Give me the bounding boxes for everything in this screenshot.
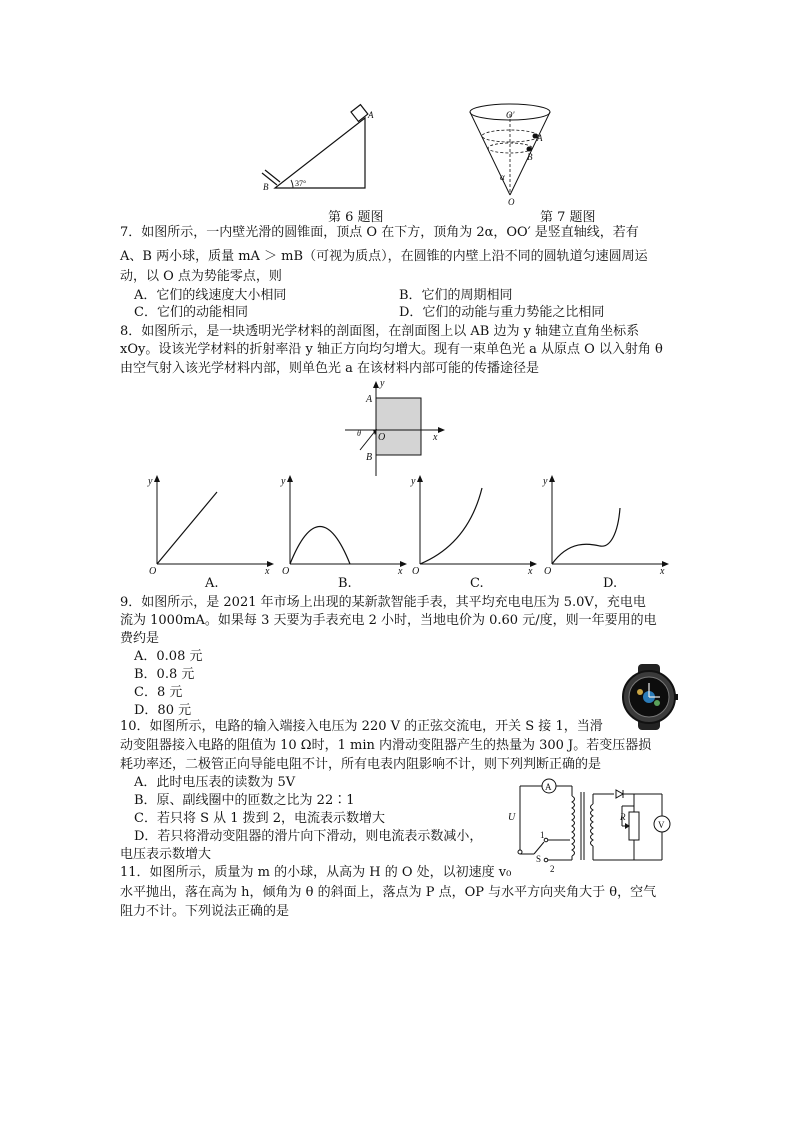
q7-option-b: B．它们的周期相同 bbox=[399, 288, 513, 303]
q8-line-1: 8．如图所示，是一块透明光学材料的剖面图，在剖面图上以 AB 边为 y 轴建立直角坐标系 bbox=[120, 324, 640, 339]
graph-d bbox=[540, 474, 670, 577]
q10-option-b: B．原、副线圈中的匝数之比为 22∶1 bbox=[134, 793, 355, 808]
resistor-label: R bbox=[620, 812, 626, 822]
label-o-prime: O' bbox=[506, 110, 515, 120]
q7-option-d: D．它们的动能与重力势能之比相同 bbox=[399, 305, 605, 320]
terminal-1: 1 bbox=[540, 830, 545, 840]
smartwatch-image bbox=[620, 664, 678, 730]
q10-line-3: 耗功率还，二极管正向导能电阻不计，所有电表内阻影响不计，则下列判断正确的是 bbox=[120, 757, 602, 772]
axis-y: y bbox=[281, 476, 286, 487]
q7-option-c: C．它们的动能相同 bbox=[134, 305, 248, 320]
voltmeter-label: V bbox=[658, 820, 665, 830]
angle-label: 37° bbox=[295, 179, 307, 188]
q9-option-b: B．0.8 元 bbox=[134, 667, 195, 682]
fig8-material-diagram bbox=[340, 378, 450, 478]
rheostat bbox=[629, 812, 639, 840]
q10-line-1: 10．如图所示，电路的输入端接入电压为 220 V 的正弦交流电，开关 S 接 1，当滑 bbox=[120, 719, 603, 734]
incline-triangle bbox=[275, 118, 365, 188]
axis-y: y bbox=[411, 476, 416, 487]
q9-line-3: 费约是 bbox=[120, 631, 160, 646]
label-a: A bbox=[368, 110, 374, 120]
axis-x: x bbox=[398, 566, 403, 577]
ammeter-label: A bbox=[545, 782, 552, 792]
q8-line-3: 由空气射入该光学材料内部，则单色光 a 在该材料内部可能的传播途径是 bbox=[120, 361, 540, 376]
graph-d-label: D. bbox=[603, 576, 618, 591]
q7-line-3: 动，以 O 点为势能零点，则 bbox=[120, 269, 282, 284]
axis-x: x bbox=[528, 566, 533, 577]
graph-c-label: C. bbox=[470, 576, 484, 591]
fig7-caption: 第 7 题图 bbox=[540, 210, 596, 225]
source-label: U bbox=[508, 812, 516, 823]
q9-option-a: A．0.08 元 bbox=[134, 649, 203, 664]
origin: O bbox=[412, 566, 420, 577]
axis-y: y bbox=[543, 476, 548, 487]
q9-line-1: 9．如图所示，是 2021 年市场上出现的某新款智能手表，其平均充电电压为 5.0V，充电电 bbox=[120, 595, 646, 610]
q9-option-d: D．80 元 bbox=[134, 703, 192, 718]
switch-label: S bbox=[536, 854, 542, 864]
axis-y: y bbox=[380, 378, 385, 389]
label-o: O bbox=[508, 197, 515, 207]
q7-line-1: 7．如图所示，一内壁光滑的圆锥面，顶点 O 在下方，顶角为 2α，OO′ 是竖直轴线，若有 bbox=[120, 225, 639, 240]
graph-b bbox=[278, 474, 408, 577]
fig7-cone-diagram bbox=[462, 100, 562, 210]
label-b: B bbox=[366, 452, 373, 463]
path-curve bbox=[420, 488, 482, 564]
path-line bbox=[157, 492, 217, 564]
axis-x: x bbox=[265, 566, 270, 577]
fig10-circuit-diagram bbox=[504, 774, 684, 874]
graph-b-label: B. bbox=[338, 576, 352, 591]
fig6-incline-diagram bbox=[255, 108, 375, 193]
q10-line-2: 动变阻器接入电路的阻值为 10 Ω时，1 min 内滑动变阻器产生的热量为 300 J。若变压器损 bbox=[120, 738, 652, 753]
q10-option-c: C．若只将 S 从 1 拨到 2，电流表示数增大 bbox=[134, 811, 386, 826]
q10-option-d: D．若只将滑动变阻器的滑片向下滑动，则电流表示数减小， bbox=[134, 829, 483, 844]
label-o: O bbox=[378, 432, 386, 443]
axis-y: y bbox=[148, 476, 153, 487]
label-theta: θ bbox=[357, 429, 361, 438]
axis-x: x bbox=[433, 432, 438, 443]
graph-a bbox=[145, 474, 275, 577]
path-s-curve bbox=[552, 508, 620, 564]
axis-x: x bbox=[660, 566, 665, 577]
graph-c bbox=[408, 474, 538, 577]
material-block bbox=[376, 398, 421, 455]
q11-line-3: 阻力不计。下列说法正确的是 bbox=[120, 904, 290, 919]
path-arc bbox=[290, 527, 350, 565]
q9-line-2: 流为 1000mA。如果每 3 天要为手表充电 2 小时，当地电价为 0.60 元/度，则一年要用的电 bbox=[120, 613, 657, 628]
graph-a-label: A. bbox=[205, 576, 219, 591]
origin: O bbox=[149, 566, 157, 577]
label-alpha: α bbox=[500, 172, 505, 182]
label-a: A bbox=[537, 133, 543, 143]
q7-option-a: A．它们的线速度大小相同 bbox=[134, 288, 287, 303]
q8-line-2: xOy。设该光学材料的折射率沿 y 轴正方向均匀增大。现有一束单色光 a 从原点 O 以入射角 θ bbox=[120, 342, 663, 357]
label-b: B bbox=[527, 152, 533, 162]
switch-blade bbox=[534, 842, 544, 854]
fig6-caption: 第 6 题图 bbox=[328, 210, 384, 225]
origin: O bbox=[282, 566, 290, 577]
q11-line-2: 水平抛出，落在高为 h，倾角为 θ 的斜面上，落点为 P 点，OP 与水平方向夹角大于 θ，空气 bbox=[120, 885, 657, 900]
q7-line-2: A、B 两小球，质量 mA ＞ mB（可视为质点），在圆锥的内壁上沿不同的圆轨道匀速圆周运 bbox=[120, 249, 648, 264]
q11-line-1: 11．如图所示，质量为 m 的小球，从高为 H 的 O 处，以初速度 v₀ bbox=[120, 865, 512, 880]
diode bbox=[616, 790, 623, 798]
label-a: A bbox=[366, 394, 373, 405]
q10-option-a: A．此时电压表的读数为 5V bbox=[134, 775, 296, 790]
q9-option-c: C．8 元 bbox=[134, 685, 183, 700]
terminal-2: 2 bbox=[550, 864, 555, 874]
origin: O bbox=[544, 566, 552, 577]
q10-option-d-cont: 电压表示数增大 bbox=[120, 847, 212, 862]
label-b: B bbox=[263, 182, 269, 192]
